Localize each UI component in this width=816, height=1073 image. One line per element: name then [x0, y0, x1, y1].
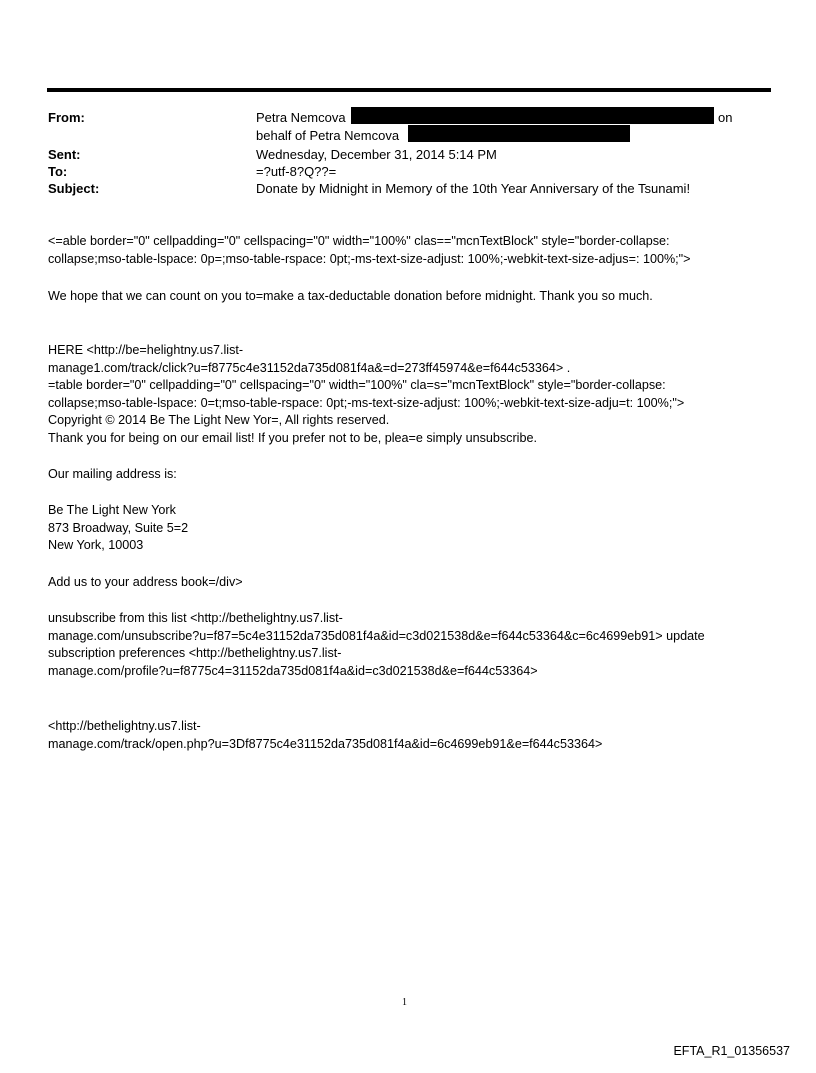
body-paragraph: Add us to your address book=/div>: [48, 575, 243, 589]
body-paragraph: We hope that we can count on you to=make a tax-deductable donation before midnight. Thank you so much.: [48, 289, 653, 303]
body-paragraph: <=able border="0" cellpadding="0" cellspacing="0" width="100%" clas=="mcnTextBlock" style="border-collapse: collapse;mso-table-lspace: 0p=;mso-table-rspace: 0pt;-ms-text-size-adjust: 100%;-webkit-text-size-adjus=: 100%;">: [48, 234, 691, 266]
sent-value: Wednesday, December 31, 2014 5:14 PM: [256, 147, 497, 162]
page-number: 1: [402, 997, 407, 1008]
body-paragraph: HERE <http://be=helightny.us7.list- manage1.com/track/click?u=f8775c4e31152da735d081f4a&=d=273ff45974&e=f644c53364> . =table border="0" cellpadding="0" cellspacing="0" width="100%" cla=s="mcnTextBlock" style="border-collapse: collapse;mso-table-lspace: 0=t;mso-table-rspace: 0pt;-ms-text-size-adjust: 100%;-webkit-text-size-adju=t: 100%;"> Copyright © 2014 Be The Light New Yor=, All rights reserved. Thank you for being on our email list! If you prefer not to be, plea=e simply unsubscribe.: [48, 343, 685, 445]
from-label: From:: [48, 110, 85, 125]
redaction-box: [351, 107, 714, 124]
from-value: Petra Nemcova: [256, 110, 346, 125]
redaction-box: [408, 125, 630, 142]
unsubscribe-block: unsubscribe from this list <http://bethelightny.us7.list- manage.com/unsubscribe?u=f87=5c4e31152da735d081f4a&id=c3d021538d&e=f644c53364&c=6c4699eb91> update subscription preferences <http://bethelightny.us7.list- manage.com/profile?u=f8775c4=31152da735d081f4a&id=c3d021538d&e=f644c53364>: [48, 611, 705, 678]
sent-label: Sent:: [48, 147, 81, 162]
from-on: on: [718, 110, 733, 125]
body-paragraph: Our mailing address is:: [48, 467, 177, 481]
subject-value: Donate by Midnight in Memory of the 10th Year Anniversary of the Tsunami!: [256, 181, 691, 196]
tracking-link: <http://bethelightny.us7.list- manage.com/track/open.php?u=3Df8775c4e31152da735d081f4a&id=6c4699eb91&e=f644c53364>: [48, 719, 603, 751]
to-value: =?utf-8?Q??=: [256, 164, 337, 179]
mailing-address: Be The Light New York 873 Broadway, Suite 5=2 New York, 10003: [48, 503, 189, 553]
subject-label: Subject:: [48, 181, 100, 196]
footer-id: EFTA_R1_01356537: [673, 1044, 790, 1058]
from-value-line2: behalf of Petra Nemcova: [256, 128, 400, 143]
header-rule: [47, 88, 771, 92]
to-label: To:: [48, 164, 68, 179]
